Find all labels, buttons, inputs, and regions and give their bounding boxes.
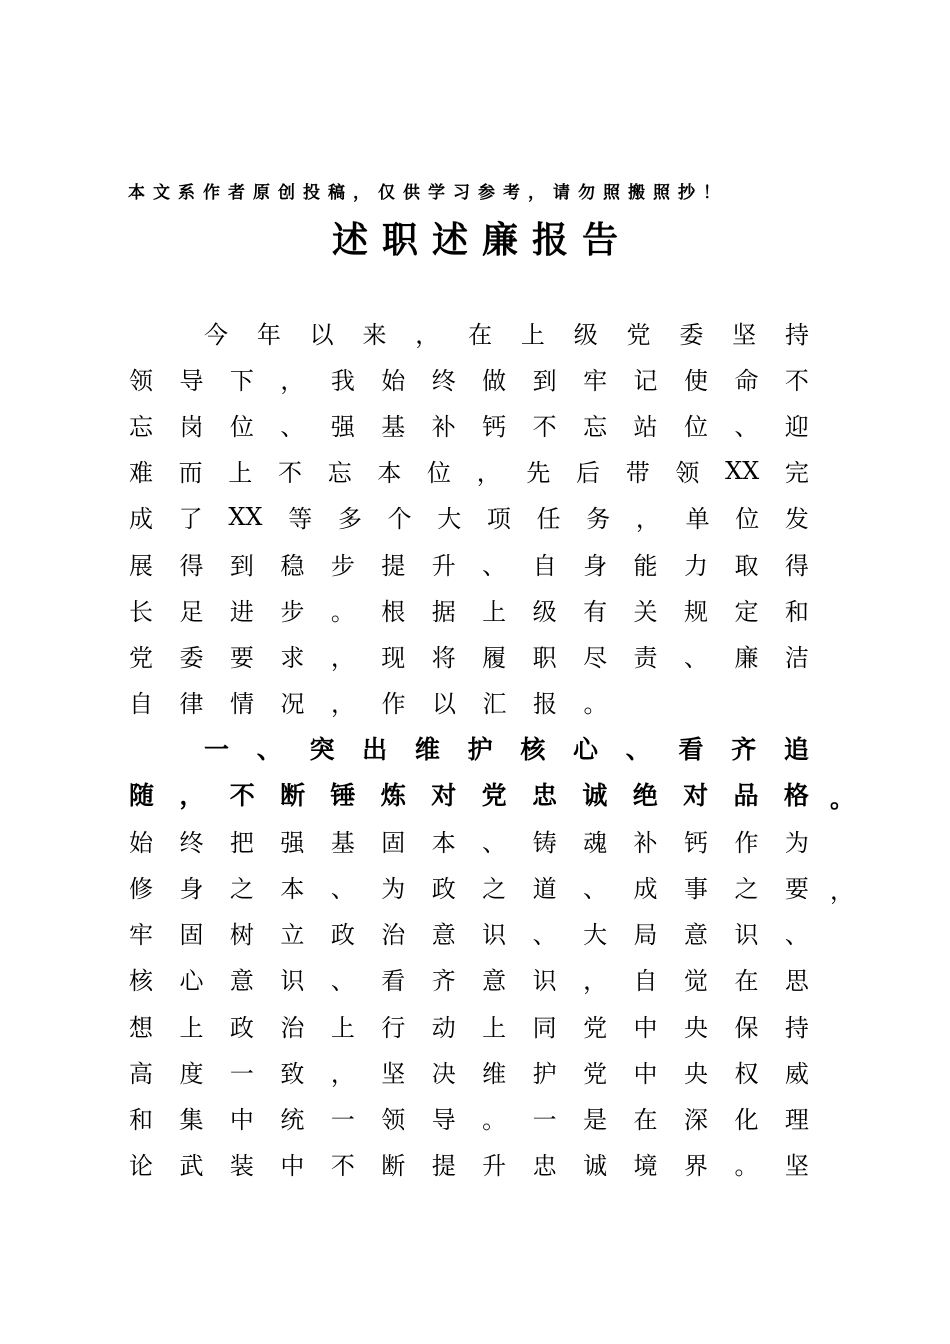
text-char: 作	[734, 828, 759, 857]
text-char: 随	[129, 781, 155, 810]
text-char: XX	[725, 456, 760, 485]
text-char: 心	[573, 734, 599, 764]
text-char: 补	[431, 412, 456, 441]
text-char: 而	[178, 459, 203, 488]
text-line	[129, 448, 809, 494]
text-char: 要	[784, 874, 809, 903]
text-char: 基	[330, 828, 355, 857]
text-char: 牢	[129, 921, 153, 950]
text-char: 钙	[683, 828, 708, 857]
text-char: 政	[229, 1013, 254, 1042]
text-char: 在	[734, 967, 759, 996]
text-char: 成	[633, 874, 658, 903]
text-char: 党	[129, 643, 153, 672]
text-char: 委	[179, 643, 204, 672]
text-line	[129, 586, 809, 632]
text-line	[129, 1141, 809, 1187]
text-char: 级	[573, 320, 598, 349]
text-char: 。	[734, 1152, 759, 1181]
text-char: 下	[229, 366, 254, 395]
text-char: 对	[431, 781, 457, 810]
text-char: 终	[431, 366, 456, 395]
text-char: 长	[129, 597, 153, 626]
text-char: 职	[532, 643, 557, 672]
text-char: 不	[278, 459, 303, 488]
text-char: 护	[532, 1059, 557, 1088]
text-char: 、	[256, 734, 282, 764]
text-char: 、	[280, 412, 305, 441]
text-char: 党	[583, 1013, 608, 1042]
text-char: 界	[683, 1152, 708, 1181]
text-char: 治	[280, 1013, 305, 1042]
text-char: 坚	[381, 1059, 406, 1088]
text-char: 现	[381, 643, 406, 672]
text-char: 不	[229, 781, 255, 810]
text-char: 论	[129, 1152, 153, 1181]
text-char: 大	[437, 505, 462, 534]
text-char: 身	[583, 551, 608, 580]
text-char: 了	[178, 505, 203, 534]
text-char: 始	[129, 828, 153, 857]
text-char: 坚	[784, 1152, 809, 1181]
text-char: 上	[228, 459, 253, 488]
text-char: 有	[583, 597, 608, 626]
text-char: 绝	[632, 781, 658, 810]
text-char: 炼	[380, 781, 406, 810]
text-char: 品	[733, 781, 759, 810]
text-char: 领	[675, 459, 700, 488]
text-char: 完	[784, 459, 809, 488]
text-char: 识	[280, 967, 305, 996]
text-char: 进	[229, 597, 254, 626]
overhang-punctuation: ，	[830, 877, 854, 906]
text-char: ，	[635, 505, 660, 534]
text-char: 后	[576, 459, 601, 488]
text-line	[129, 1002, 809, 1048]
text-line	[129, 910, 809, 956]
text-char: 本	[431, 828, 456, 857]
text-char: 保	[734, 1013, 759, 1042]
text-char: 高	[129, 1059, 153, 1088]
text-char: 关	[633, 597, 658, 626]
text-char: 。	[482, 1105, 507, 1134]
text-char: 足	[179, 597, 204, 626]
text-char: 到	[532, 366, 557, 395]
text-char: 在	[633, 1105, 658, 1134]
text-char: 核	[520, 734, 546, 764]
text-char: 忠	[532, 781, 558, 810]
text-char: 诚	[583, 1152, 608, 1181]
text-char: 树	[229, 921, 254, 950]
text-char: 本	[377, 459, 402, 488]
text-char: 先	[526, 459, 551, 488]
text-char: 持	[784, 1013, 809, 1042]
text-char: 锤	[330, 781, 356, 810]
text-char: 规	[683, 597, 708, 626]
text-line	[129, 540, 809, 586]
text-char: 不	[784, 366, 809, 395]
text-char: 根	[381, 597, 406, 626]
text-char: 尽	[583, 643, 608, 672]
text-char: 思	[784, 967, 809, 996]
overhang-punctuation: 。	[830, 784, 854, 813]
text-char: ，	[330, 1059, 355, 1088]
text-char: 觉	[683, 967, 708, 996]
text-char: 权	[734, 1059, 759, 1088]
text-char: 之	[482, 874, 507, 903]
text-char: 使	[683, 366, 708, 395]
text-char: 修	[129, 874, 153, 903]
text-char: 固	[381, 828, 406, 857]
text-char: 、	[734, 412, 759, 441]
text-char: 治	[381, 921, 406, 950]
text-char: 况	[280, 690, 305, 719]
text-char: 廉	[734, 643, 759, 672]
text-char: 固	[179, 921, 204, 950]
text-char: 终	[179, 828, 204, 857]
text-char: 政	[330, 921, 355, 950]
text-char: 中	[633, 1059, 658, 1088]
text-char: 步	[330, 551, 355, 580]
text-char: 意	[229, 967, 254, 996]
text-char: 断	[280, 781, 306, 810]
text-char: 意	[431, 921, 456, 950]
text-char: 立	[280, 921, 305, 950]
text-char: 自	[532, 551, 557, 580]
text-char: 以	[309, 320, 334, 349]
text-char: 成	[129, 505, 153, 534]
text-char: 意	[683, 921, 708, 950]
text-char: 识	[734, 921, 759, 950]
text-char: 识	[482, 921, 507, 950]
text-char: ，	[583, 967, 608, 996]
text-char: 基	[381, 412, 406, 441]
text-char: 定	[734, 597, 759, 626]
text-char: 政	[431, 874, 456, 903]
text-char: 迎	[784, 412, 809, 441]
text-line	[129, 355, 809, 401]
text-char: 据	[431, 597, 456, 626]
text-line	[129, 863, 809, 909]
text-char: 统	[280, 1105, 305, 1134]
text-char: 位	[427, 459, 452, 488]
text-char: 能	[633, 551, 658, 580]
text-char: 持	[784, 320, 809, 349]
text-char: 今	[204, 320, 228, 349]
text-char: ，	[280, 366, 305, 395]
text-char: ，	[179, 781, 205, 810]
text-char: 委	[679, 320, 704, 349]
text-char: 个	[387, 505, 412, 534]
text-char: 出	[362, 734, 388, 764]
text-char: 一	[204, 734, 230, 764]
text-char: 和	[129, 1105, 153, 1134]
text-char: 不	[532, 412, 557, 441]
text-char: 一	[532, 1105, 557, 1134]
text-char: 我	[330, 366, 355, 395]
text-char: 、	[625, 734, 651, 764]
text-char: 一	[330, 1105, 355, 1134]
text-char: 记	[633, 366, 658, 395]
text-char: 律	[179, 690, 204, 719]
text-char: 来	[362, 320, 387, 349]
text-char: 单	[685, 505, 710, 534]
text-char: 党	[583, 1059, 608, 1088]
text-char: 项	[486, 505, 511, 534]
text-char: 威	[784, 1059, 809, 1088]
text-char: 发	[784, 505, 809, 534]
text-char: 。	[583, 690, 608, 719]
text-char: 、	[784, 921, 809, 950]
text-char: 看	[381, 967, 406, 996]
text-line	[204, 309, 809, 355]
text-char: 意	[482, 967, 507, 996]
text-char: 致	[280, 1059, 305, 1088]
text-char: 年	[256, 320, 281, 349]
text-char: 领	[381, 1105, 406, 1134]
text-char: 坚	[732, 320, 757, 349]
text-char: 本	[280, 874, 305, 903]
text-char: 、	[583, 874, 608, 903]
text-char: 导	[431, 1105, 456, 1134]
text-char: ，	[331, 690, 355, 719]
text-char: 位	[735, 505, 760, 534]
text-char: 决	[431, 1059, 456, 1088]
text-char: 格	[783, 781, 809, 810]
text-char: 一	[229, 1059, 254, 1088]
text-char: 装	[229, 1152, 254, 1181]
text-char: 上	[330, 1013, 355, 1042]
text-char: 道	[532, 874, 557, 903]
text-char: 和	[784, 597, 809, 626]
text-char: 忘	[129, 412, 153, 441]
text-char: 之	[229, 874, 254, 903]
text-char: 难	[129, 459, 153, 488]
text-char: 力	[683, 551, 708, 580]
text-char: 强	[330, 412, 355, 441]
text-char: 忠	[532, 1152, 557, 1181]
text-char: 提	[381, 551, 406, 580]
text-char: 站	[633, 412, 658, 441]
text-char: 维	[482, 1059, 507, 1088]
text-char: 武	[179, 1152, 204, 1181]
text-char: 汇	[482, 690, 507, 719]
text-char: 命	[734, 366, 759, 395]
text-char: 任	[536, 505, 561, 534]
text-char: 齐	[731, 734, 757, 764]
text-char: 将	[431, 643, 456, 672]
text-char: 取	[734, 551, 759, 580]
text-char: 情	[230, 690, 254, 719]
text-char: 中	[280, 1152, 305, 1181]
text-line	[129, 494, 809, 540]
text-char: 级	[532, 597, 557, 626]
text-char: 上	[179, 1013, 204, 1042]
text-char: 想	[129, 1013, 153, 1042]
text-char: 履	[482, 643, 507, 672]
document-title: 述职述廉报告	[331, 219, 632, 261]
text-char: 要	[229, 643, 254, 672]
text-char: 对	[683, 781, 709, 810]
text-char: 为	[784, 828, 809, 857]
text-char: 为	[381, 874, 406, 903]
text-char: 带	[625, 459, 650, 488]
text-char: 等	[288, 505, 313, 534]
text-char: 自	[129, 690, 153, 719]
text-char: 铸	[532, 828, 557, 857]
text-char: 岗	[179, 412, 204, 441]
text-char: 之	[734, 874, 759, 903]
text-char: 追	[783, 734, 809, 764]
text-line	[129, 1048, 809, 1094]
text-char: 看	[678, 734, 704, 764]
text-char: 上	[520, 320, 545, 349]
text-char: 把	[229, 828, 254, 857]
text-char: 理	[784, 1105, 809, 1134]
text-char: 补	[633, 828, 658, 857]
text-char: 洁	[784, 643, 809, 672]
text-char: 钙	[482, 412, 507, 441]
text-char: 多	[337, 505, 362, 534]
text-char: 不	[330, 1152, 355, 1181]
text-char: 深	[683, 1105, 708, 1134]
text-char: 领	[129, 366, 153, 395]
text-char: 行	[381, 1013, 406, 1042]
text-char: 、	[330, 967, 355, 996]
text-char: 、	[482, 828, 507, 857]
text-line	[129, 1094, 809, 1140]
text-char: 护	[467, 734, 493, 764]
copyright-notice: 本文系作者原创投稿，仅供学习参考，请勿照搬照抄！	[128, 183, 728, 203]
text-char: 识	[532, 967, 557, 996]
text-char: 报	[533, 690, 557, 719]
text-line	[129, 817, 809, 863]
text-char: 作	[381, 690, 406, 719]
text-char: 集	[179, 1105, 204, 1134]
text-char: 断	[381, 1152, 406, 1181]
text-char: 党	[481, 781, 507, 810]
text-char: 党	[626, 320, 651, 349]
text-char: 突	[309, 734, 335, 764]
text-char: 位	[683, 412, 708, 441]
text-char: 境	[633, 1152, 658, 1181]
text-char: 度	[179, 1059, 204, 1088]
text-char: 魂	[583, 828, 608, 857]
text-char: 央	[683, 1013, 708, 1042]
text-char: 核	[129, 967, 153, 996]
text-line	[129, 401, 809, 447]
text-char: 局	[633, 921, 658, 950]
text-line	[129, 679, 809, 725]
text-char: 事	[683, 874, 708, 903]
text-char: 上	[482, 597, 507, 626]
text-char: 大	[583, 921, 608, 950]
text-char: 展	[129, 551, 153, 580]
text-char: 是	[583, 1105, 608, 1134]
text-char: 诚	[582, 781, 608, 810]
text-char: 、	[683, 643, 708, 672]
text-line	[129, 632, 809, 678]
text-char: 以	[432, 690, 456, 719]
text-char: 得	[179, 551, 204, 580]
text-char: 务	[586, 505, 611, 534]
text-line	[204, 725, 809, 771]
text-char: 导	[179, 366, 204, 395]
text-char: 上	[482, 1013, 507, 1042]
text-char: 。	[330, 597, 355, 626]
text-char: 央	[683, 1059, 708, 1088]
text-char: 动	[431, 1013, 456, 1042]
text-char: 中	[633, 1013, 658, 1042]
text-char: 强	[280, 828, 305, 857]
text-char: 、	[330, 874, 355, 903]
text-char: 牢	[583, 366, 608, 395]
text-char: 责	[633, 643, 658, 672]
text-char: ，	[415, 320, 440, 349]
text-line	[129, 956, 809, 1002]
text-line	[129, 771, 809, 817]
text-char: 求	[280, 643, 305, 672]
text-char: ，	[330, 643, 355, 672]
text-char: 忘	[583, 412, 608, 441]
text-char: XX	[228, 502, 263, 531]
text-char: 忘	[327, 459, 352, 488]
text-char: 升	[482, 1152, 507, 1181]
text-char: 在	[468, 320, 493, 349]
text-char: 、	[532, 921, 557, 950]
text-char: 齐	[431, 967, 456, 996]
text-char: 、	[482, 551, 507, 580]
text-char: 维	[414, 734, 440, 764]
text-char: 同	[532, 1013, 557, 1042]
text-char: 到	[229, 551, 254, 580]
text-char: 中	[229, 1105, 254, 1134]
text-char: ，	[476, 459, 501, 488]
text-char: 自	[633, 967, 658, 996]
text-char: 稳	[280, 551, 305, 580]
text-char: 身	[179, 874, 204, 903]
text-char: 位	[229, 412, 254, 441]
text-char: 升	[431, 551, 456, 580]
text-char: 化	[734, 1105, 759, 1134]
text-char: 提	[431, 1152, 456, 1181]
text-char: 做	[482, 366, 507, 395]
text-char: 得	[784, 551, 809, 580]
text-char: 始	[381, 366, 406, 395]
text-char: 步	[280, 597, 305, 626]
text-char: 心	[179, 967, 204, 996]
